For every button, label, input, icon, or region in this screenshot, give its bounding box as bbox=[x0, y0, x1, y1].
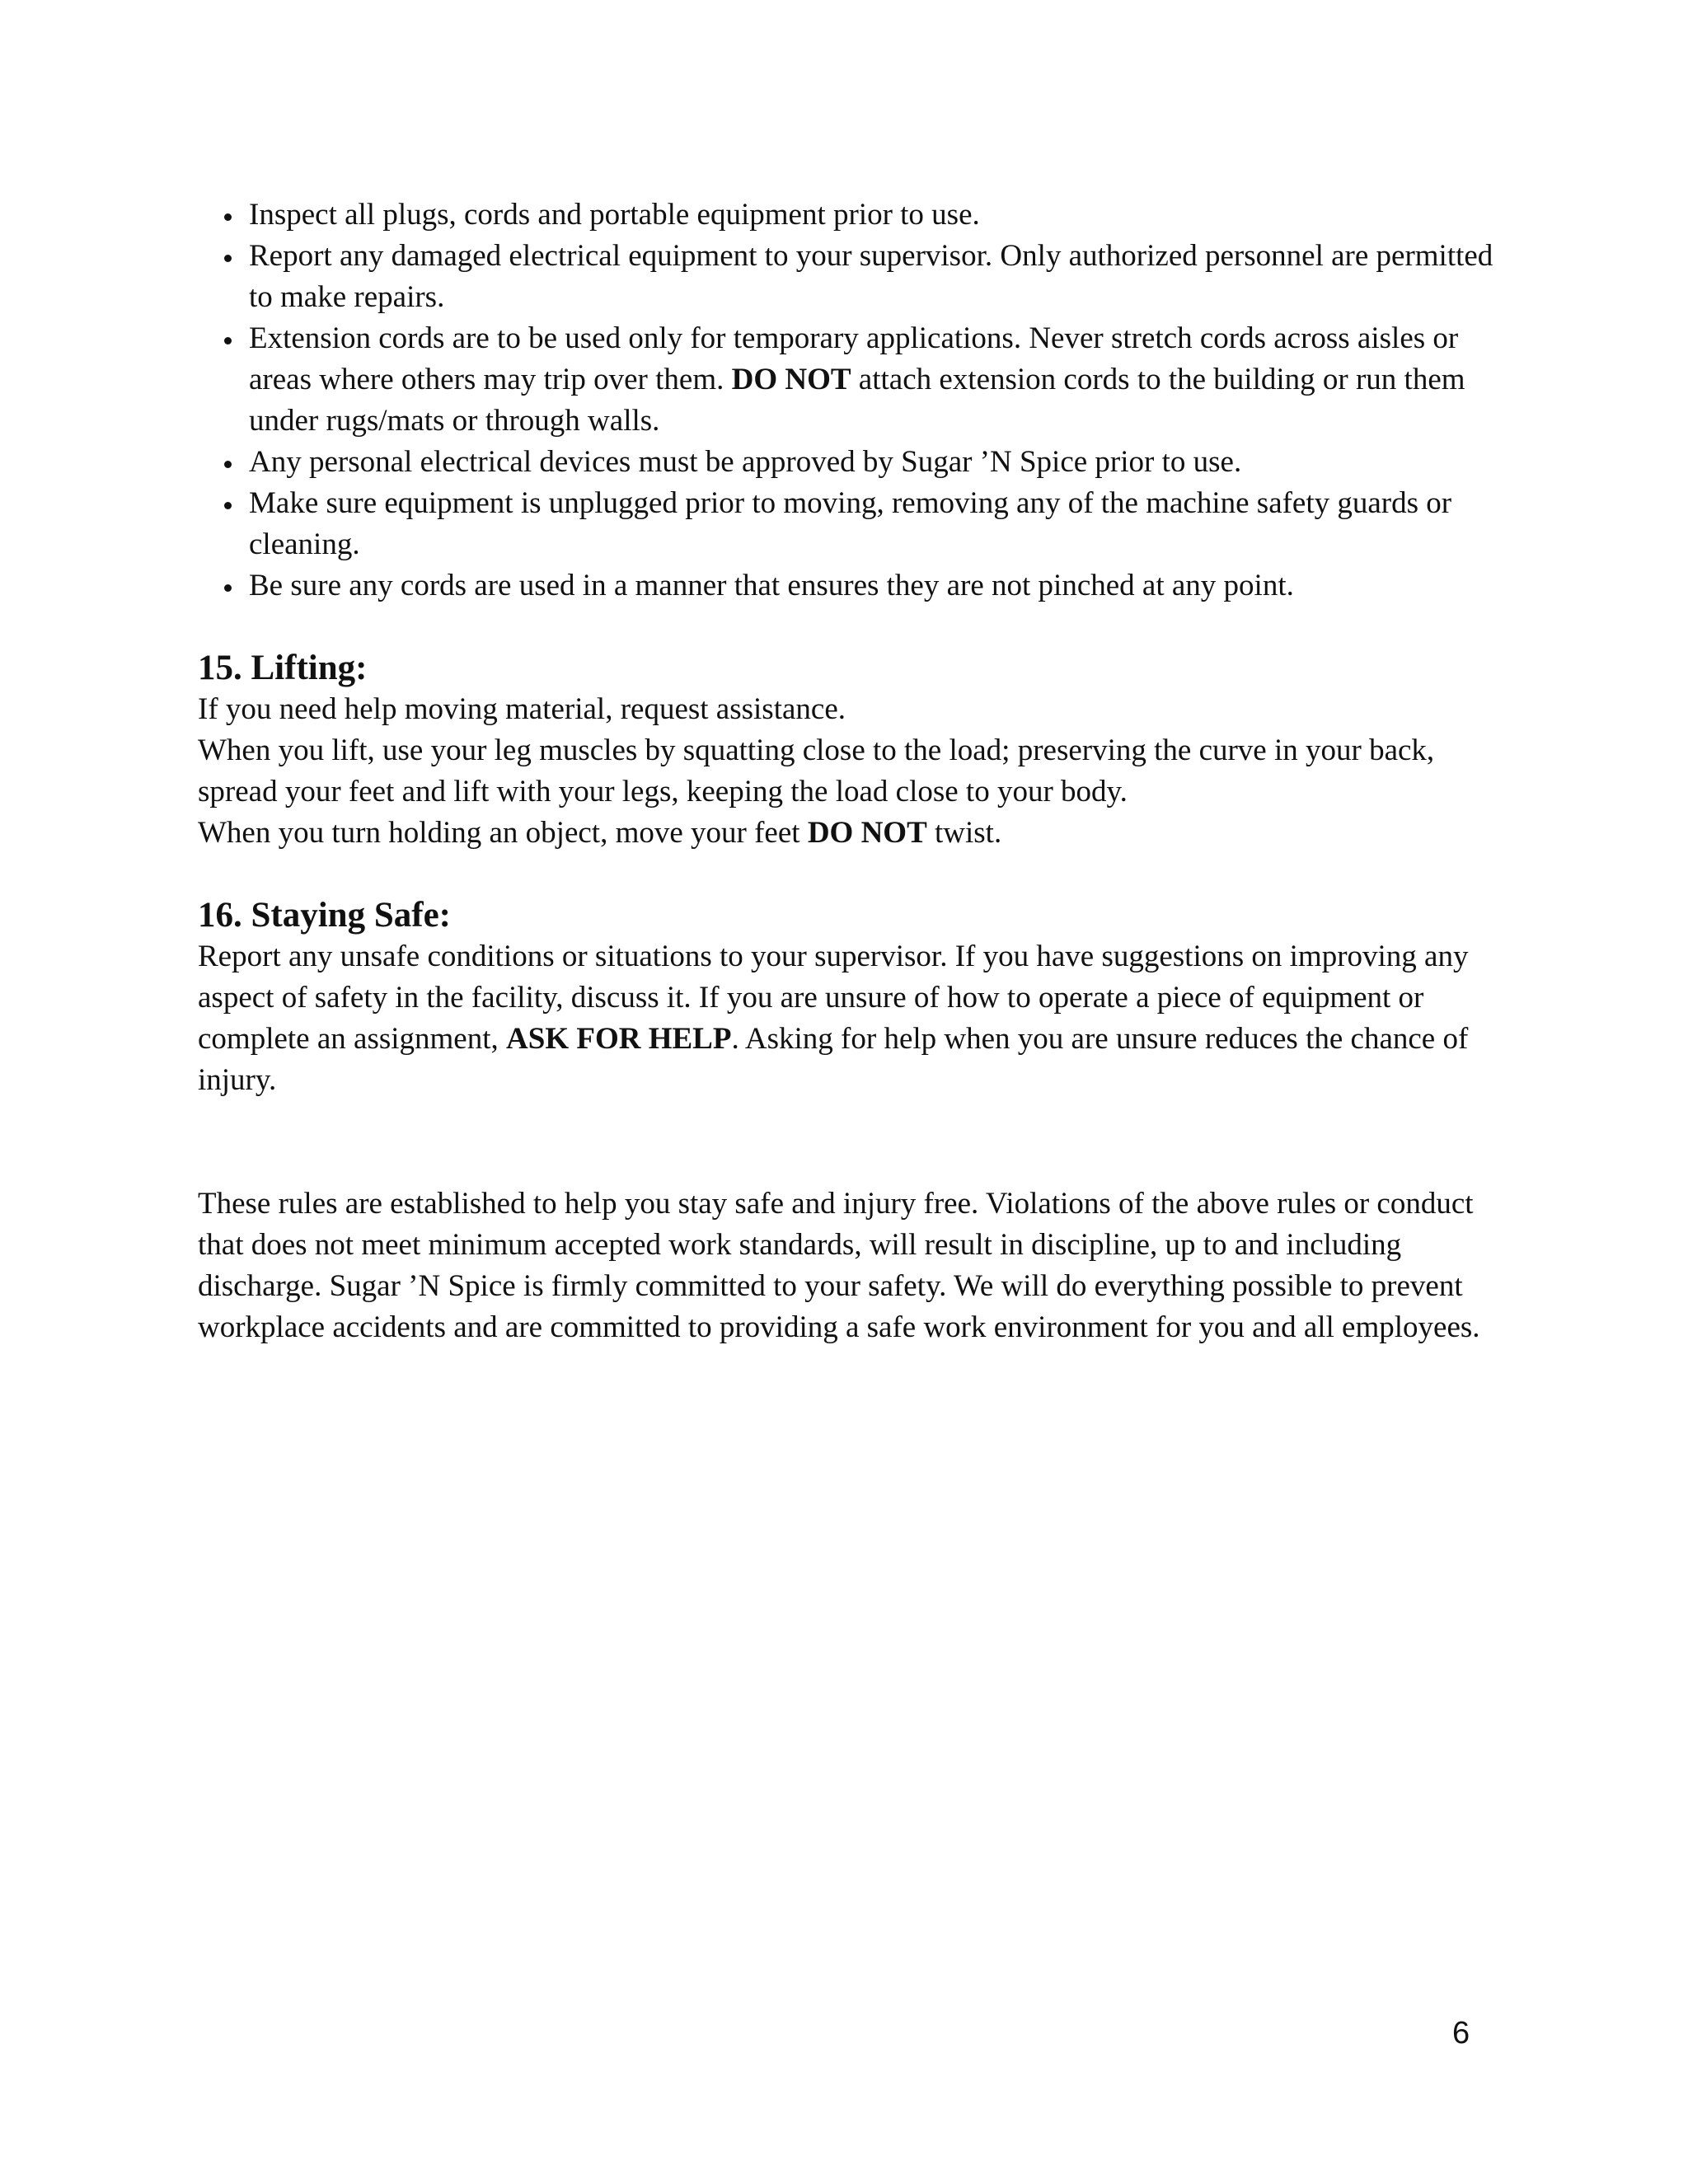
lifting-text: When you turn holding an object, move your feet bbox=[198, 816, 808, 850]
list-item bbox=[249, 565, 1500, 607]
closing-section bbox=[198, 1183, 1500, 1348]
page-number: 6 bbox=[1452, 2016, 1470, 2050]
staying-safe-paragraph bbox=[198, 936, 1500, 1101]
list-item bbox=[249, 194, 1500, 236]
list-item bbox=[249, 236, 1500, 318]
list-item-text: Inspect all plugs, cords and portable equipment prior to use. bbox=[249, 198, 980, 232]
lifting-section bbox=[198, 648, 1500, 854]
document-page bbox=[198, 194, 1500, 1348]
list-item bbox=[249, 442, 1500, 483]
staying-safe-section bbox=[198, 895, 1500, 1101]
list-item-text: Report any damaged electrical equipment to your supervisor. Only authorized personnel are permitted to make repairs. bbox=[249, 239, 1493, 314]
lifting-paragraph bbox=[198, 813, 1500, 854]
list-item bbox=[249, 483, 1500, 565]
staying-safe-emphasis: ASK FOR HELP bbox=[506, 1022, 732, 1056]
list-item-emphasis: DO NOT bbox=[731, 363, 851, 396]
electrical-safety-list bbox=[198, 194, 1500, 607]
list-item-text: attach extension cords to the building or run them under rugs/mats or through walls. bbox=[249, 363, 1465, 438]
list-item bbox=[249, 318, 1500, 442]
closing-paragraph: These rules are established to help you stay safe and injury free. Violations of the above rules or conduct that does not meet minimum accepted work standards, will result in discipline, up to and including discharge. Sugar ’N Spice is firmly committed to your safety. We will do everything possible to prevent workplace accidents and are committed to providing a safe work environment for you and all employees. bbox=[198, 1187, 1480, 1344]
lifting-paragraph: When you lift, use your leg muscles by squatting close to the load; preserving the curve in your back, spread your feet and lift with your legs, keeping the load close to your body. bbox=[198, 733, 1435, 808]
staying-safe-heading: 16. Staying Safe: bbox=[198, 896, 451, 935]
list-item-text: Extension cords are to be used only for temporary applications. Never stretch cords across aisles or areas where others may trip over them. bbox=[249, 321, 1459, 396]
list-item-text: Any personal electrical devices must be approved by Sugar ’N Spice prior to use. bbox=[249, 445, 1242, 479]
lifting-text: twist. bbox=[926, 816, 1002, 850]
staying-safe-text: Report any unsafe conditions or situations to your supervisor. If you have suggestions on improving any aspect of safety in the facility, discuss it. If you are unsure of how to operate a piece of equipment or complete an assignment, bbox=[198, 940, 1469, 1056]
lifting-heading: 15. Lifting: bbox=[198, 649, 368, 687]
lifting-emphasis: DO NOT bbox=[807, 816, 927, 850]
lifting-paragraph: If you need help moving material, request assistance. bbox=[198, 692, 846, 726]
list-item-text: Make sure equipment is unplugged prior to moving, removing any of the machine safety guards or cleaning. bbox=[249, 486, 1452, 561]
staying-safe-text: . Asking for help when you are unsure reduces the chance of injury. bbox=[198, 1022, 1469, 1097]
list-item-text: Be sure any cords are used in a manner that ensures they are not pinched at any point. bbox=[249, 569, 1294, 602]
